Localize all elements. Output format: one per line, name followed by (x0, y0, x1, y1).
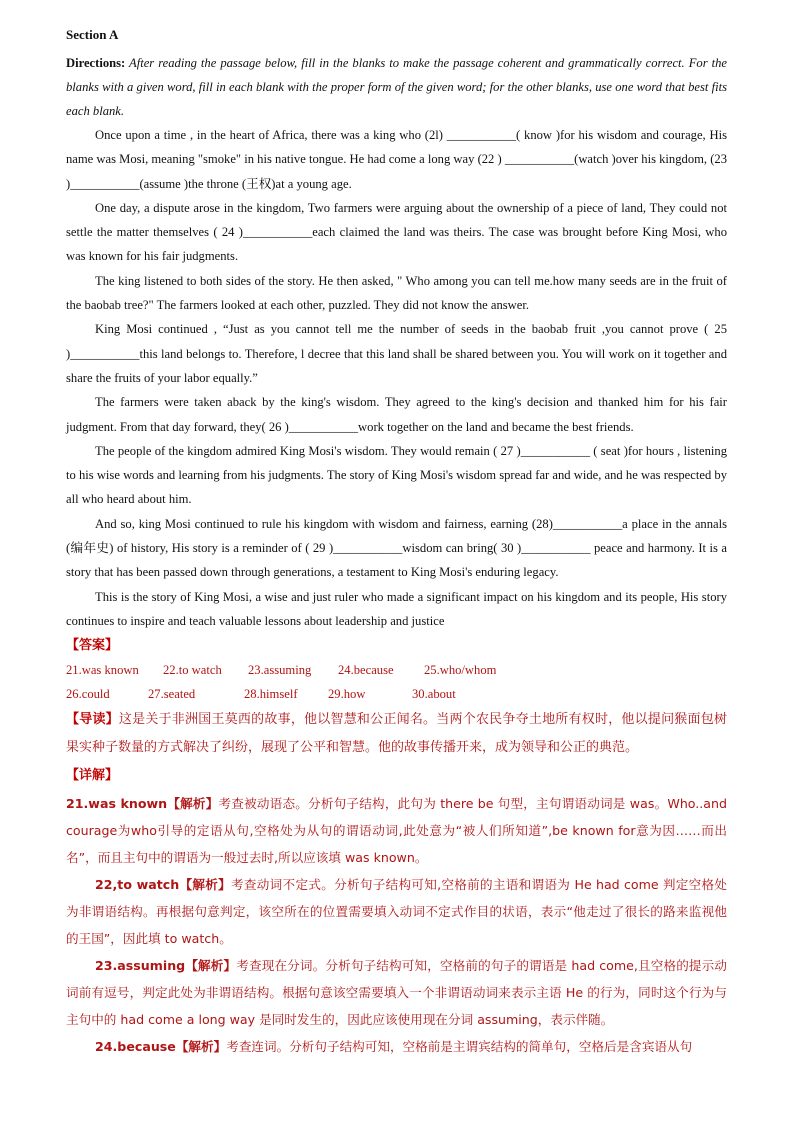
answer-item: 26.could (66, 687, 110, 702)
guide-label: 【导读】 (66, 712, 119, 728)
answer-item: 27.seated (148, 687, 196, 702)
passage-paragraph: The king listened to both sides of the story. He then asked, " Who among you can tell me.how many seeds are in the fruit of the baobab tree?" The farmers looked at each other, puzzled. They did not know the answer. (66, 273, 727, 313)
answer-row (66, 682, 727, 706)
answer-item: 24.because (338, 663, 394, 678)
explanation-label: 24.because【解析】 (95, 1039, 227, 1055)
explanation-item (66, 790, 727, 871)
answer-key (66, 658, 727, 706)
answer-heading: 【答案】 (66, 638, 119, 654)
section-title: Section A (66, 27, 119, 42)
passage-paragraph: This is the story of King Mosi, a wise and just ruler who made a significant impact on his kingdom and its people, His story continues to inspire and teach valuable lessons about leadership and justice (66, 589, 727, 628)
answer-item: 23.assuming (248, 663, 312, 678)
passage-paragraph: The people of the kingdom admired King Mosi's wisdom. They would remain ( 27 )___________ ( seat )for hours , listening to his wise words and learning from his judgments. The story of King Mosi's wisdom spread far and wide, and he was respected by all who heard about him. (66, 443, 727, 507)
detail-heading: 【详解】 (66, 768, 119, 784)
answer-row (66, 658, 727, 682)
explanation-label: 23.assuming【解析】 (95, 958, 237, 974)
explanation-label: 21.was known【解析】 (66, 796, 219, 812)
directions-text: After reading the passage below, fill in the blanks to make the passage coherent and grammatically correct. For the blanks with a given word, fill in each blank with the proper form of the given word; for the other blanks, use one word that best fits each blank. (66, 56, 727, 118)
explanation-text: 考查连词。分析句子结构可知，空格前是主谓宾结构的简单句，空格后是含宾语从句 (226, 1039, 693, 1055)
explanation-text: 考查现在分词。分析句子结构可知，空格前的句子的谓语是 had come,且空格的提示动词前有逗号，判定此处为非谓语结构。根据句意该空需要填入一个非谓语动词来表示主语 He 的行为，同时这个行为与主句中的 had come a long way 是同时发生的，因此应该使用现在分词 assuming，表示伴随。 (66, 958, 727, 1028)
passage-paragraph: King Mosi continued , “Just as you cannot tell me the number of seeds in the baobab fruit ,you cannot prove ( 25 )___________this land belongs to. Therefore, l decree that this land shall be shared between you. You will work on it together and share the fruits of your labor equally.” (66, 322, 727, 385)
explanation-text: 考查动词不定式。分析句子结构可知,空格前的主语和谓语为 He had come 判定空格处为非谓语结构。再根据句意判定，该空所在的位置需要填入动词不定式作目的状语，表示“他走过了很长的路来监视他的王国”，因此填 to watch。 (66, 877, 728, 947)
explanation-item (66, 871, 727, 952)
answer-item: 22.to watch (163, 663, 222, 678)
explanation-item (66, 1033, 727, 1060)
passage-paragraph: And so, king Mosi continued to rule his kingdom with wisdom and fairness, earning (28)___________a place in the annals (编年史) of history, His story is a reminder of ( 29 )___________wisdom can bring( 30 )___________ peace and harmony. It is a story that has been passed down through generations, a testament to King Mosi's enduring legacy. (66, 516, 727, 580)
guide-paragraph (66, 706, 727, 762)
answer-item: 30.about (412, 687, 456, 702)
answer-item: 29.how (328, 687, 366, 702)
directions (66, 51, 727, 123)
answer-item: 21.was known (66, 663, 139, 678)
directions-label: Directions: (66, 56, 126, 70)
explanation-label: 22,to watch【解析】 (95, 877, 232, 893)
answer-item: 28.himself (244, 687, 298, 702)
passage-paragraph: The farmers were taken aback by the king's wisdom. They agreed to the king's decision and thanked him for his fair judgment. From that day forward, they( 26 )___________work together on the land and became the best friends. (66, 395, 727, 434)
guide-text: 这是关于非洲国王莫西的故事，他以智慧和公正闻名。当两个农民争夺土地所有权时，他以提问猴面包树果实种子数量的方式解决了纠纷，展现了公平和智慧。他的故事传播开来，成为领导和公正的典范。 (66, 712, 727, 756)
passage-paragraph: Once upon a time , in the heart of Africa, there was a king who (2l) ___________( know )for his wisdom and courage, His name was Mosi, meaning "smoke" in his native tongue. He had come a long way (22 ) ___________(watch )over his kingdom, (23 )___________(assume )the throne (王权)at a young age. (66, 128, 727, 191)
answer-item: 25.who/whom (424, 663, 497, 678)
passage-paragraph: One day, a dispute arose in the kingdom, Two farmers were arguing about the ownership of a piece of land, They could not settle the matter themselves ( 24 )___________each claimed the land was theirs. The case was brought before King Mosi, who was known for his fair judgments. (66, 200, 727, 264)
explanation-text: 考查被动语态。分析句子结构，此句为 there be 句型，主句谓语动词是 was。Who..and courage为who引导的定语从句,空格处为从句的谓语动词,此处意为“被人们所知道”,be known for意为因……而出名”，而且主句中的谓语为一般过去时,所以应该填 was known。 (66, 796, 727, 866)
explanation-item (66, 952, 727, 1033)
